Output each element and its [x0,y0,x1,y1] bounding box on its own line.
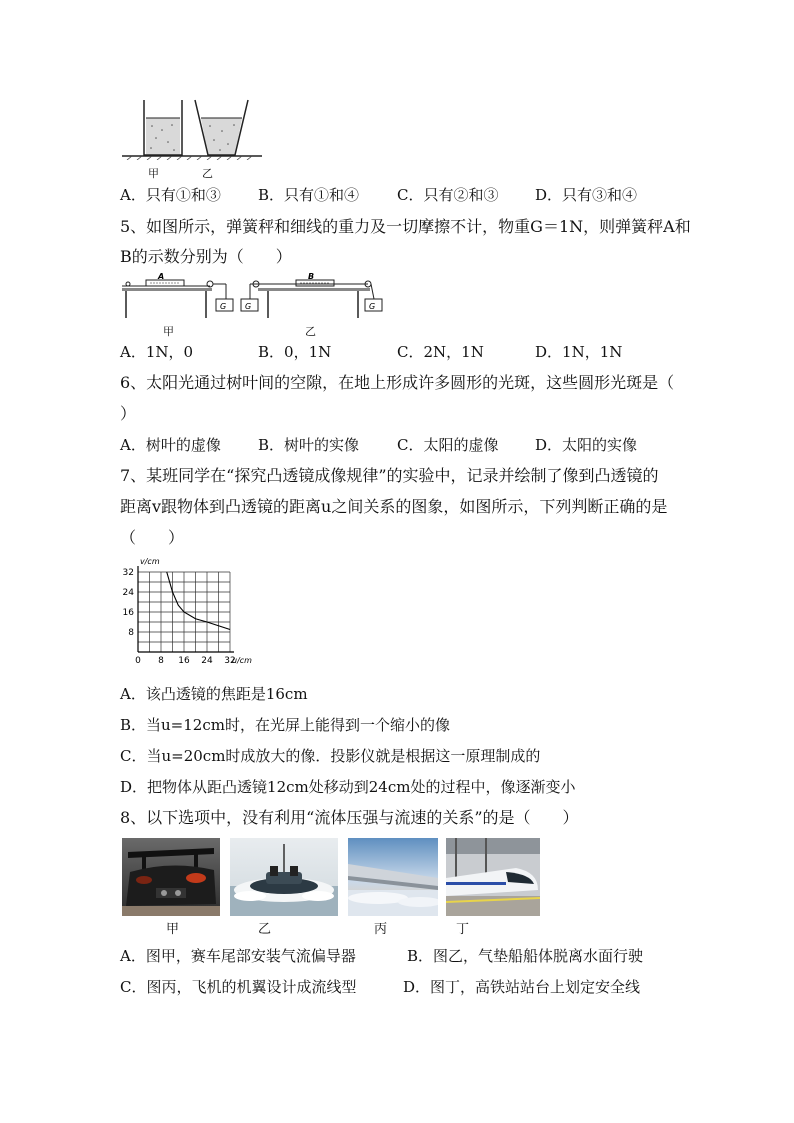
q4-option-b[interactable]: B．只有①和④ [258,186,360,204]
q6-stem-line2: ） [120,404,137,423]
q4-option-a[interactable]: A．只有①和③ [120,186,221,204]
beaker-label-yi: 乙 [202,167,213,180]
spring-scale-figure [118,272,388,322]
beakers-figure [122,98,262,160]
image-distance-curve [167,572,230,630]
photo-label-bing: 丙 [374,922,388,937]
y-tick-label: 32 [122,568,134,578]
x-axis-label: u/cm [232,656,252,665]
q6-stem-line1: 6、太阳光通过树叶间的空隙，在地上形成许多圆形的光斑，这些圆形光斑是（ [120,373,675,392]
weight-g-mark-1: G [220,302,227,311]
q7-option-a[interactable]: A．该凸透镜的焦距是16cm [120,685,308,703]
scale-a-mark: A [158,272,165,281]
q4-option-c[interactable]: C．只有②和③ [397,186,499,204]
scale-b-mark: B [308,272,315,281]
x-tick-label: 0 [135,656,141,666]
q8-option-a[interactable]: A．图甲，赛车尾部安装气流偏导器 [120,947,356,965]
q5-option-b[interactable]: B．0，1N [258,343,332,361]
scale-label-jia: 甲 [163,325,174,338]
q5-stem-line2: B的示数分别为（ ） [120,247,292,266]
q7-option-b[interactable]: B．当u=12cm时，在光屏上能得到一个缩小的像 [120,716,450,734]
q8-stem-line1: 8、以下选项中，没有利用“流体压强与流速的关系”的是（ ） [120,808,579,827]
hovercraft-photo [230,838,338,916]
y-tick-label: 16 [122,608,134,618]
x-tick-label: 16 [178,656,190,666]
x-tick-label: 8 [158,656,164,666]
q8-option-c[interactable]: C．图丙，飞机的机翼设计成流线型 [120,978,357,996]
y-tick-label: 24 [122,588,134,598]
q5-stem-line1: 5、如图所示，弹簧秤和细线的重力及一切摩擦不计，物重G＝1N，则弹簧秤A和 [120,217,691,236]
weight-g-mark-3: G [369,302,376,311]
y-axis-label: v/cm [140,557,160,566]
q7-stem-line3: （ ） [120,528,185,547]
q5-option-c[interactable]: C．2N，1N [397,343,484,361]
q7-option-c[interactable]: C．当u=20cm时成放大的像．投影仪就是根据这一原理制成的 [120,747,541,765]
photo-label-jia: 甲 [166,922,180,937]
weight-g-mark-2: G [245,302,252,311]
race-car-photo [122,838,220,916]
high-speed-train-photo [446,838,540,916]
q7-option-d[interactable]: D．把物体从距凸透镜12cm处移动到24cm处的过程中，像逐渐变小 [120,778,576,796]
photo-label-ding: 丁 [456,922,470,937]
image-distance-chart [112,552,272,676]
q7-stem-line2: 距离v跟物体到凸透镜的距离u之间关系的图象，如图所示，下列判断正确的是 [120,497,668,516]
beaker-label-jia: 甲 [148,167,159,180]
q6-option-c[interactable]: C．太阳的虚像 [397,436,499,454]
q7-stem-line1: 7、某班同学在“探究凸透镜成像规律”的实验中，记录并绘制了像到凸透镜的 [120,466,659,485]
y-tick-label: 8 [128,628,134,638]
x-tick-label: 32 [224,656,236,666]
q5-option-d[interactable]: D．1N，1N [535,343,623,361]
scale-label-yi: 乙 [305,325,316,338]
q6-option-a[interactable]: A．树叶的虚像 [120,436,221,454]
airplane-wing-photo [348,838,438,916]
q6-option-d[interactable]: D．太阳的实像 [535,436,638,454]
q8-option-b[interactable]: B．图乙，气垫船船体脱离水面行驶 [407,947,644,965]
photo-label-yi: 乙 [258,922,272,937]
q8-option-d[interactable]: D．图丁，高铁站站台上划定安全线 [403,978,641,996]
q4-option-d[interactable]: D．只有③和④ [535,186,638,204]
x-tick-label: 24 [201,656,213,666]
q5-option-a[interactable]: A．1N，0 [120,343,194,361]
q6-option-b[interactable]: B．树叶的实像 [258,436,360,454]
